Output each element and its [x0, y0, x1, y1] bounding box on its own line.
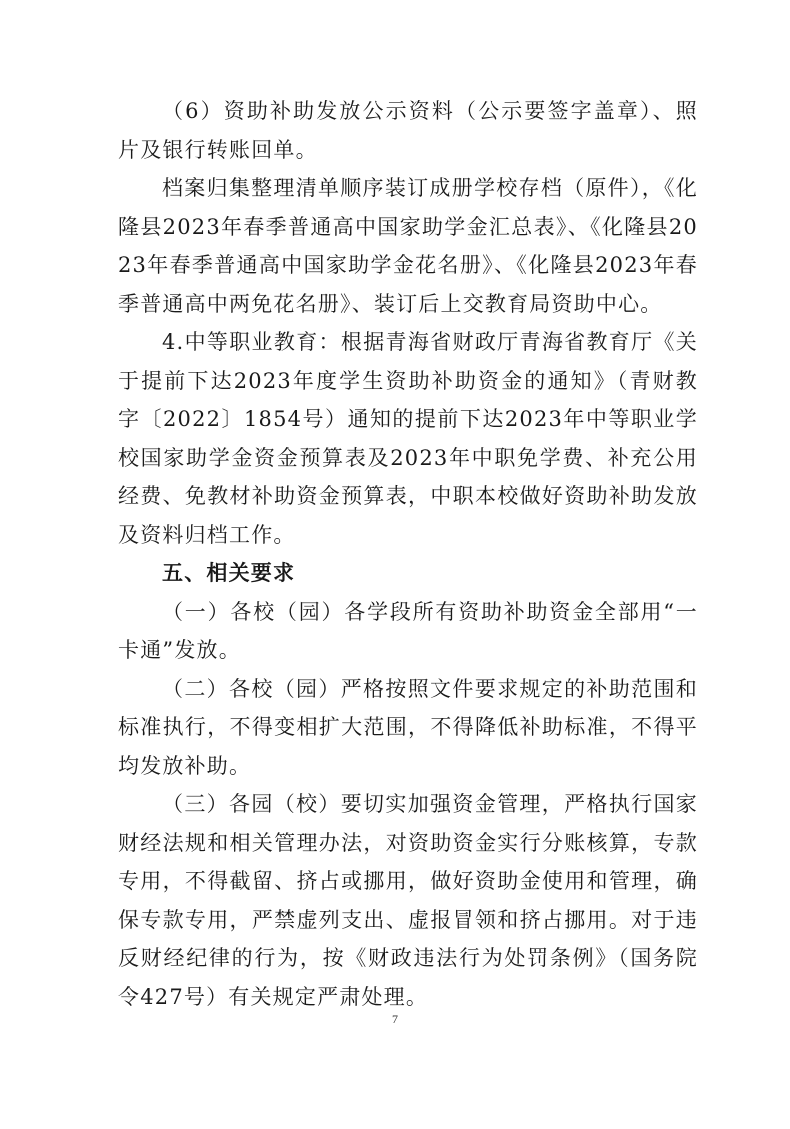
paragraph-vocational-education: 4.中等职业教育：根据青海省财政厅青海省教育厅《关于提前下达2023年度学生资助补助资金的通知》（青财教字〔2022〕1854号）通知的提前下达2023年中等职业学校国家助学金资金预算表及2023年中职免学费、补充公用经费、免教材补助资金预算表，中职本校做好资助补助发放及资料归档工作。 [118, 330, 698, 547]
requirement-item-1: （一）各校（园）各学段所有资助补助资金全部用“一卡通”发放。 [118, 599, 698, 662]
document-body [118, 92, 698, 1016]
page-number: 7 [392, 1012, 398, 1026]
paragraph-archive-materials: （6）资助补助发放公示资料（公示要签字盖章）、照片及银行转账回单。 [118, 99, 698, 162]
paragraph-archive-filing: 档案归集整理清单顺序装订成册学校存档（原件），《化隆县2023年春季普通高中国家助学金汇总表》、《化隆县2023年春季普通高中国家助学金花名册》、《化隆县2023年春季普通高中两免花名册》、装订后上交教育局资助中心。 [118, 176, 698, 316]
requirement-item-3: （三）各园（校）要切实加强资金管理，严格执行国家财经法规和相关管理办法，对资助资金实行分账核算，专款专用，不得截留、挤占或挪用，做好资助金使用和管理，确保专款专用，严禁虚列支出、虚报冒领和挤占挪用。对于违反财经纪律的行为，按《财政违法行为处罚条例》（国务院令427号）有关规定严肃处理。 [118, 792, 698, 1009]
requirement-item-2: （二）各校（园）严格按照文件要求规定的补助范围和标准执行，不得变相扩大范围，不得降低补助标准，不得平均发放补助。 [118, 676, 698, 778]
section-heading: 五、相关要求 [162, 561, 296, 585]
